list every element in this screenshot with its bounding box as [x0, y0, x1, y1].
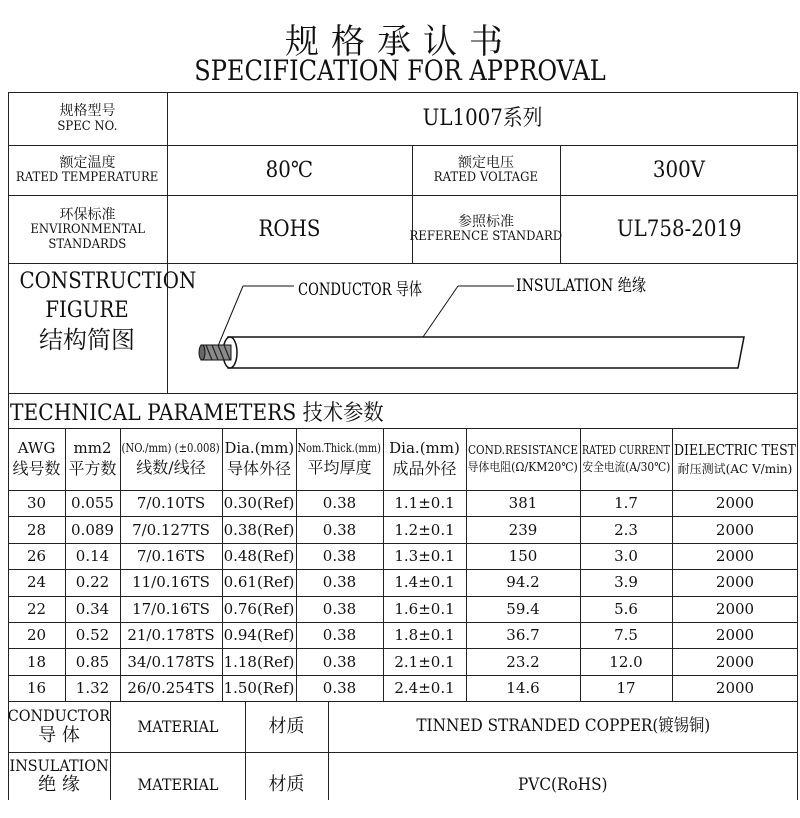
table-header-cell [222, 429, 296, 490]
table-cell: 1.2±0.1 [394, 520, 455, 539]
table-cell: 28 [26, 520, 47, 539]
table-cell: 7/0.127TS [132, 520, 210, 539]
table-cell: 0.38 [322, 599, 357, 618]
title-en: SPECIFICATION FOR APPROVAL [194, 54, 606, 87]
header-bottom-label: 平均厚度 [307, 457, 372, 477]
table-cell: 2000 [715, 599, 755, 618]
rated-temperature-label-en: RATED TEMPERATURE [16, 170, 159, 186]
table-cell: 0.38 [322, 678, 357, 697]
table-cell: 0.85 [75, 652, 110, 671]
table-header-cell [120, 429, 222, 490]
table-cell: 24 [26, 573, 47, 592]
rated-voltage-value: 300V [652, 157, 706, 183]
table-cell: 0.52 [75, 626, 110, 645]
table-cell: 20 [26, 626, 47, 645]
header-top-label: DIELECTRIC TEST [673, 441, 797, 460]
header-top-label: mm2 [73, 439, 112, 458]
rated-temperature-value: 80℃ [265, 157, 314, 183]
insulation-material-value: PVC(RoHS) [518, 774, 608, 795]
table-cell: 0.055 [71, 494, 114, 513]
table-cell: 18 [26, 652, 47, 671]
table-cell: 0.34 [75, 599, 110, 618]
table-cell: 0.76(Ref) [223, 599, 295, 618]
table-cell: 1.8±0.1 [394, 626, 455, 645]
table-cell: 16 [26, 678, 47, 697]
table-cell: 1.18(Ref) [223, 652, 295, 671]
table-cell: 11/0.16TS [132, 573, 210, 592]
table-cell: 30 [26, 494, 47, 513]
table-cell: 2000 [715, 494, 755, 513]
table-cell: 3.0 [614, 546, 638, 565]
header-top-label: Nom.Thick.(mm) [297, 440, 382, 455]
insulation-leader [423, 286, 458, 337]
table-cell: 36.7 [506, 626, 540, 645]
construction-label-en-1: CONSTRUCTION [19, 269, 197, 294]
insulation-label-cn: 绝 缘 [38, 774, 80, 796]
header-top-label: Dia.(mm) [389, 439, 460, 458]
conductor-label-cn: 导 体 [38, 724, 80, 746]
table-cell: 34/0.178TS [127, 652, 215, 671]
table-cell: 5.6 [614, 599, 638, 618]
table-cell: 150 [508, 546, 538, 565]
reference-label-cn: 参照标准 [458, 213, 514, 230]
table-cell: 0.48(Ref) [223, 546, 295, 565]
table-cell: 0.38 [322, 573, 357, 592]
table-header-cell [672, 429, 798, 490]
table-cell: 23.2 [506, 652, 540, 671]
conductor-label-en: CONDUCTOR [7, 706, 111, 726]
table-cell: 2000 [715, 546, 755, 565]
table-cell: 0.089 [71, 520, 114, 539]
table-cell: 0.22 [75, 573, 110, 592]
table-header-cell [65, 429, 120, 490]
header-bottom-label: 耐压测试(AC V/min) [677, 461, 793, 476]
construction-label-en-2: FIGURE [45, 297, 129, 323]
header-bottom-label: 成品外径 [392, 459, 457, 479]
table-cell: 94.2 [506, 573, 540, 592]
table-header-cell [296, 429, 383, 490]
conductor-material-value: TINNED STRANDED COPPER(镀锡铜) [416, 716, 710, 737]
table-cell: 7/0.16TS [136, 546, 206, 565]
rated-voltage-label-cn: 额定电压 [458, 154, 514, 171]
table-cell: 21/0.178TS [127, 626, 215, 645]
header-top-label: COND.RESISTANCE [468, 443, 578, 458]
table-cell: 0.38 [322, 546, 357, 565]
table-cell: 12.0 [609, 652, 643, 671]
insulation-jacket [228, 337, 744, 368]
table-cell: 59.4 [506, 599, 540, 618]
header-top-label: AWG [17, 439, 56, 458]
table-cell: 26/0.254TS [127, 678, 215, 697]
insulation-material-label-cn: 材质 [268, 774, 305, 796]
header-top-label: Dia.(mm) [224, 439, 294, 458]
spec-no-value: UL1007系列 [422, 106, 543, 132]
environmental-value: ROHS [258, 216, 321, 242]
table-cell: 17/0.16TS [132, 599, 210, 618]
table-cell: 2.3 [614, 520, 638, 539]
insulation-callout: INSULATION 绝缘 [516, 276, 646, 296]
table-cell: 381 [508, 494, 538, 513]
table-cell: 0.61(Ref) [223, 573, 295, 592]
table-cell: 1.50(Ref) [223, 678, 295, 697]
header-bottom-label: 线数/线径 [136, 457, 206, 477]
conductor-callout: CONDUCTOR 导体 [298, 280, 422, 300]
construction-label-cn: 结构简图 [39, 326, 135, 355]
header-bottom-label: 安全电流(A/30℃) [582, 460, 670, 474]
environmental-label-en-2: STANDARDS [48, 236, 127, 252]
table-cell: 2.4±0.1 [394, 678, 455, 697]
table-cell: 1.32 [75, 678, 110, 697]
table-cell: 0.38 [322, 520, 357, 539]
header-top-label: RATED CURRENT [582, 443, 670, 458]
wire-construction-figure [168, 264, 798, 393]
table-cell: 7/0.10TS [136, 494, 206, 513]
environmental-label-cn: 环保标准 [59, 206, 116, 223]
table-cell: 14.6 [506, 678, 540, 697]
insulation-material-label: MATERIAL [137, 775, 218, 795]
table-cell: 1.1±0.1 [394, 494, 455, 513]
spec-no-label-cn: 规格型号 [59, 103, 116, 120]
table-cell: 0.14 [75, 546, 110, 565]
table-cell: 26 [26, 546, 47, 565]
table-cell: 2000 [715, 626, 755, 645]
table-header-cell [466, 429, 580, 490]
table-cell: 2000 [715, 652, 755, 671]
table-header-cell [8, 429, 65, 490]
conductor-material-label-cn: 材质 [268, 715, 305, 737]
construction-figure-label [12, 268, 197, 356]
table-cell: 0.38 [322, 652, 357, 671]
spec-no-label-en: SPEC NO. [57, 118, 118, 134]
table-cell: 0.94(Ref) [223, 626, 295, 645]
table-cell: 0.38(Ref) [223, 520, 295, 539]
insulation-label-en: INSULATION [9, 756, 109, 775]
table-cell: 22 [26, 599, 47, 618]
table-cell: 1.4±0.1 [394, 573, 455, 592]
environmental-label-en-1: ENVIRONMENTAL [30, 221, 145, 237]
table-cell: 2000 [715, 573, 755, 592]
header-bottom-label: 导体外径 [226, 459, 291, 479]
header-top-label: (NO./mm) (±0.008) [121, 440, 221, 455]
reference-value: UL758-2019 [616, 216, 742, 242]
table-cell: 2000 [715, 678, 755, 697]
table-cell: 0.38 [322, 494, 357, 513]
header-bottom-label: 导体电阻(Ω/KM20℃) [467, 460, 579, 474]
table-cell: 7.5 [614, 626, 638, 645]
table-cell: 0.38 [322, 626, 357, 645]
table-cell: 239 [508, 520, 538, 539]
header-bottom-label: 平方数 [68, 459, 117, 479]
table-cell: 1.6±0.1 [394, 599, 455, 618]
table-header-cell [383, 429, 466, 490]
table-cell: 2.1±0.1 [394, 652, 455, 671]
table-cell: 0.30(Ref) [223, 494, 295, 513]
reference-label-en: REFERENCE STANDARD [409, 229, 563, 245]
table-cell: 1.3±0.1 [394, 546, 455, 565]
technical-parameters-title: TECHNICAL PARAMETERS 技术参数 [10, 401, 384, 426]
conductor-material-label: MATERIAL [137, 716, 218, 736]
table-cell: 2000 [715, 520, 755, 539]
table-header-cell [580, 429, 672, 490]
title-cn: 规格承认书 [285, 22, 515, 62]
table-cell: 1.7 [614, 494, 638, 513]
header-bottom-label: 线号数 [12, 459, 61, 479]
table-cell: 17 [616, 678, 636, 697]
table-cell: 3.9 [614, 573, 638, 592]
rated-temperature-label-cn: 额定温度 [59, 154, 116, 171]
rated-voltage-label-en: RATED VOLTAGE [433, 170, 539, 186]
